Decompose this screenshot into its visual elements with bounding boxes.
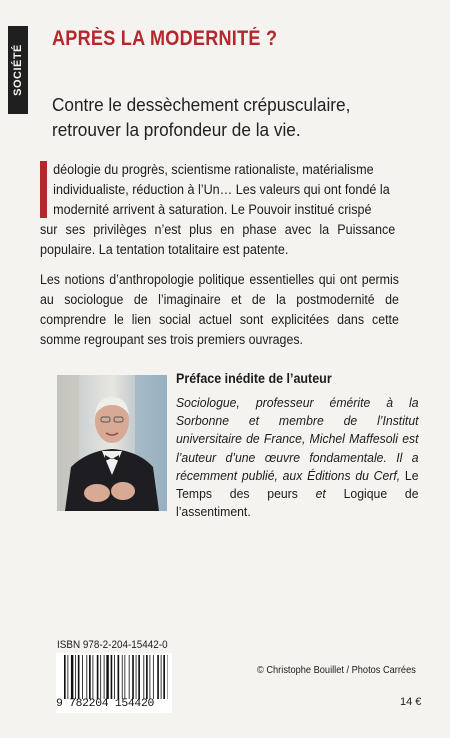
author-bio [176,394,419,521]
body-paragraph: Les notions d’anthropologie politique essentielles qui ont permis au sociologue de l’imaginaire et de la postmodernité de comprendre le lien social actuel sont explicitées dans cette somme regroupant ses trois premiers ouvrages. [40,272,399,347]
lead-line-1 [40,160,395,180]
author-bio-end: . [247,504,251,520]
lead-paragraph [40,160,395,260]
price-label: 14 € [400,696,422,708]
author-portrait-image [57,375,167,511]
book-title: APRÈS LA MODERNITÉ ? [52,27,278,50]
section-label: SOCIÉTÉ [12,44,25,96]
preface-heading: Préface inédite de l’auteur [176,371,332,386]
lead-line-2-text: individualiste, réduction à l’Un… Les valeurs qui ont fondé la [53,182,390,197]
lead-line-3-text: modernité arrivent à saturation. Le Pouvoir institué crispé [53,202,372,217]
section-tab [8,26,28,114]
lead-line-2 [40,180,395,200]
book-title-1: Le Temps des peurs [176,467,419,502]
author-bio-part-1: Sociologue, professeur émérite à la Sorbonne et membre de l’Institut universitaire de France, Michel Maffesoli est l’auteur d’une œuvre fondamentale. Il a récemment publié, aux Éditions du Cerf, [176,395,419,483]
tagline [52,92,405,142]
photo-credit: © Christophe Bouillet / Photos Carrées [257,664,416,676]
author-photo [57,375,167,511]
author-bio-part-2: et [297,486,344,502]
barcode-number: 9 782204 154420 [56,698,155,710]
tagline-line-1: Contre le dessèchement crépusculaire, [52,94,351,115]
lead-rest: sur ses privilèges n’est plus en phase avec la Puissance populaire. La tentation totalitaire est patente. [40,222,396,257]
lead-line-3 [40,200,395,220]
barcode-bars [64,655,168,699]
book-title-2: Logique de l’assentiment [176,486,419,520]
tagline-line-2: retrouver la profondeur de la vie. [52,119,301,140]
lead-line-1-text: déologie du progrès, scientisme rationaliste, matérialisme [53,162,374,177]
isbn-label: ISBN 978-2-204-15442-0 [57,639,168,651]
barcode [56,653,172,713]
